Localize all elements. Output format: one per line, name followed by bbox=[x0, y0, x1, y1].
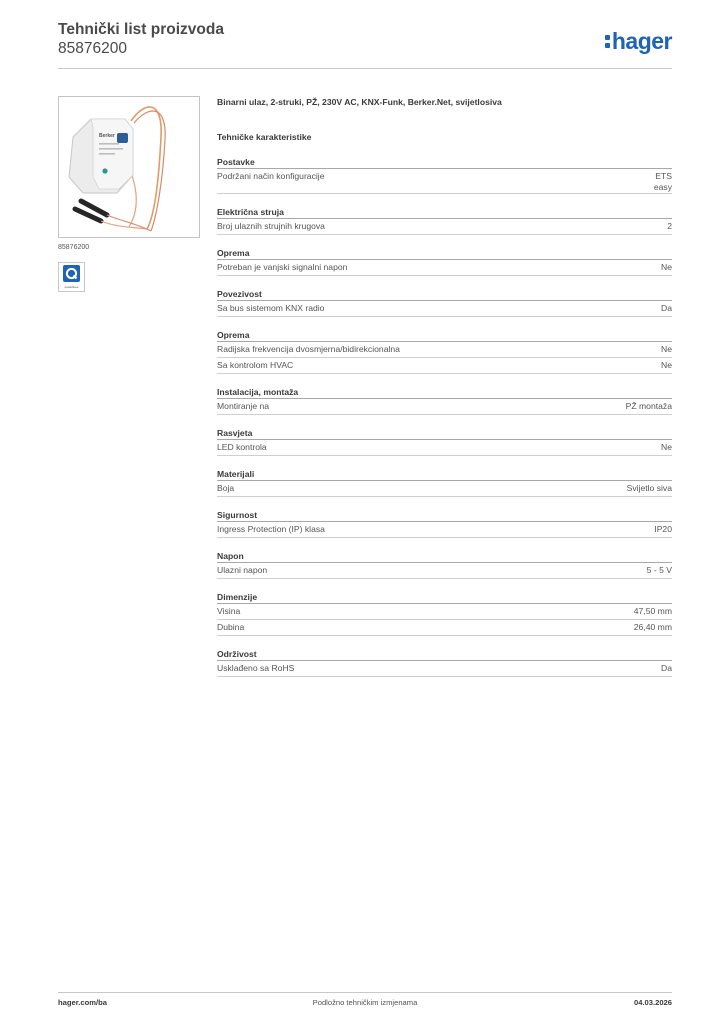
spec-group-title: Dimenzije bbox=[217, 592, 672, 604]
spec-value: Ne bbox=[661, 360, 672, 370]
spec-label: Sa kontrolom HVAC bbox=[217, 360, 294, 370]
wire-lead-1 bbox=[101, 221, 147, 229]
device-brand: Berker bbox=[99, 133, 115, 139]
spec-row bbox=[217, 661, 672, 677]
spec-row bbox=[217, 342, 672, 358]
spec-label: Visina bbox=[217, 606, 241, 616]
spec-values bbox=[661, 442, 672, 455]
spec-value: Da bbox=[661, 303, 672, 313]
spec-group-title: Električna struja bbox=[217, 207, 672, 219]
product-details bbox=[217, 96, 672, 677]
spec-group-title: Sigurnost bbox=[217, 510, 672, 522]
spec-group bbox=[217, 387, 672, 415]
spec-row bbox=[217, 301, 672, 317]
spec-row bbox=[217, 481, 672, 497]
spec-group bbox=[217, 649, 672, 677]
hager-logo[interactable] bbox=[605, 28, 672, 55]
device-print-line bbox=[99, 143, 119, 145]
spec-values bbox=[627, 483, 672, 496]
spec-row bbox=[217, 563, 672, 579]
spec-values bbox=[661, 360, 672, 373]
spec-group-title: Rasvjeta bbox=[217, 428, 672, 440]
spec-value: Ne bbox=[661, 344, 672, 354]
spec-group bbox=[217, 248, 672, 276]
header-divider bbox=[58, 68, 672, 69]
spec-value: 2 bbox=[667, 221, 672, 231]
spec-label: Montiranje na bbox=[217, 401, 270, 411]
page-header bbox=[58, 20, 672, 68]
spec-row bbox=[217, 219, 672, 235]
spec-values bbox=[661, 663, 672, 676]
spec-group bbox=[217, 551, 672, 579]
quality-badge-label: quatisfeee bbox=[64, 285, 79, 289]
spec-value: PŽ montaža bbox=[625, 401, 672, 411]
spec-group bbox=[217, 592, 672, 636]
spec-value: 26,40 mm bbox=[633, 622, 672, 632]
footer-note: Podložno tehničkim izmjenama bbox=[312, 998, 418, 1007]
spec-group-title: Održivost bbox=[217, 649, 672, 661]
spec-group bbox=[217, 469, 672, 497]
device-led-icon bbox=[102, 168, 107, 173]
spec-label: Potreban je vanjski signalni napon bbox=[217, 262, 348, 272]
spec-group bbox=[217, 289, 672, 317]
spec-label: Ulazni napon bbox=[217, 565, 268, 575]
spec-label: Sa bus sistemom KNX radio bbox=[217, 303, 325, 313]
spec-group-title: Postavke bbox=[217, 157, 672, 169]
spec-values bbox=[661, 344, 672, 357]
spec-value: ETS bbox=[655, 171, 672, 181]
device-badge-icon bbox=[117, 133, 128, 143]
device-print-line bbox=[99, 153, 115, 155]
spec-row bbox=[217, 169, 672, 194]
spec-values bbox=[654, 524, 672, 537]
spec-row bbox=[217, 522, 672, 538]
spec-value: easy bbox=[653, 182, 672, 192]
spec-values bbox=[654, 171, 672, 193]
footer-divider bbox=[58, 992, 672, 993]
spec-table bbox=[217, 157, 672, 677]
quality-badge-icon bbox=[59, 263, 84, 291]
quality-badge bbox=[58, 262, 85, 292]
spec-group bbox=[217, 207, 672, 235]
spec-label: Dubina bbox=[217, 622, 245, 632]
spec-row bbox=[217, 604, 672, 620]
spec-group-title: Povezivost bbox=[217, 289, 672, 301]
spec-group-title: Oprema bbox=[217, 330, 672, 342]
spec-label: Ingress Protection (IP) klasa bbox=[217, 524, 325, 534]
spec-values bbox=[626, 401, 672, 414]
spec-value: 47,50 mm bbox=[633, 606, 672, 616]
spec-group bbox=[217, 157, 672, 194]
spec-values bbox=[634, 606, 672, 619]
spec-value: Svijetlo siva bbox=[626, 483, 672, 493]
spec-values bbox=[661, 303, 672, 316]
product-image-caption: 85876200 bbox=[58, 244, 90, 251]
product-number: 85876200 bbox=[58, 40, 127, 57]
spec-row bbox=[217, 399, 672, 415]
spec-values bbox=[667, 221, 672, 234]
spec-label: Broj ulaznih strujnih krugova bbox=[217, 221, 325, 231]
spec-value: 5 - 5 V bbox=[646, 565, 672, 575]
footer-website-link[interactable]: hager.com/ba bbox=[58, 998, 107, 1007]
spec-group-title: Instalacija, montaža bbox=[217, 387, 672, 399]
document-title: Tehnički list proizvoda bbox=[58, 21, 224, 38]
spec-label: Usklađeno sa RoHS bbox=[217, 663, 295, 673]
product-description: Binarni ulaz, 2-struki, PŽ, 230V AC, KNX-Funk, Berker.Net, svijetlosiva bbox=[217, 97, 502, 107]
device-print-line bbox=[99, 148, 123, 150]
spec-values bbox=[647, 565, 672, 578]
wire-lead-2 bbox=[107, 215, 151, 231]
spec-row bbox=[217, 358, 672, 374]
footer-date: 04.03.2026 bbox=[633, 998, 672, 1007]
spec-group-title: Oprema bbox=[217, 248, 672, 260]
logo-colon-icon bbox=[605, 35, 610, 48]
spec-row bbox=[217, 620, 672, 636]
spec-row bbox=[217, 260, 672, 276]
spec-value: Ne bbox=[661, 442, 672, 452]
spec-label: Boja bbox=[217, 483, 235, 493]
spec-label: Podržani način konfiguracije bbox=[217, 171, 325, 181]
spec-group bbox=[217, 428, 672, 456]
spec-label: LED kontrola bbox=[217, 442, 267, 452]
spec-values bbox=[634, 622, 672, 635]
spec-label: Radijska frekvencija dvosmjerna/bidirekcionalna bbox=[217, 344, 400, 354]
spec-value: Ne bbox=[661, 262, 672, 272]
spec-group-title: Materijali bbox=[217, 469, 672, 481]
spec-value: Da bbox=[661, 663, 672, 673]
spec-group bbox=[217, 510, 672, 538]
spec-group-title: Napon bbox=[217, 551, 672, 563]
specs-heading: Tehničke karakteristike bbox=[217, 132, 312, 142]
product-image-frame bbox=[58, 96, 200, 238]
spec-row bbox=[217, 440, 672, 456]
logo-text: hager bbox=[611, 28, 672, 54]
spec-values bbox=[661, 262, 672, 275]
spec-group bbox=[217, 330, 672, 374]
product-image bbox=[59, 97, 199, 237]
spec-value: IP20 bbox=[654, 524, 672, 534]
